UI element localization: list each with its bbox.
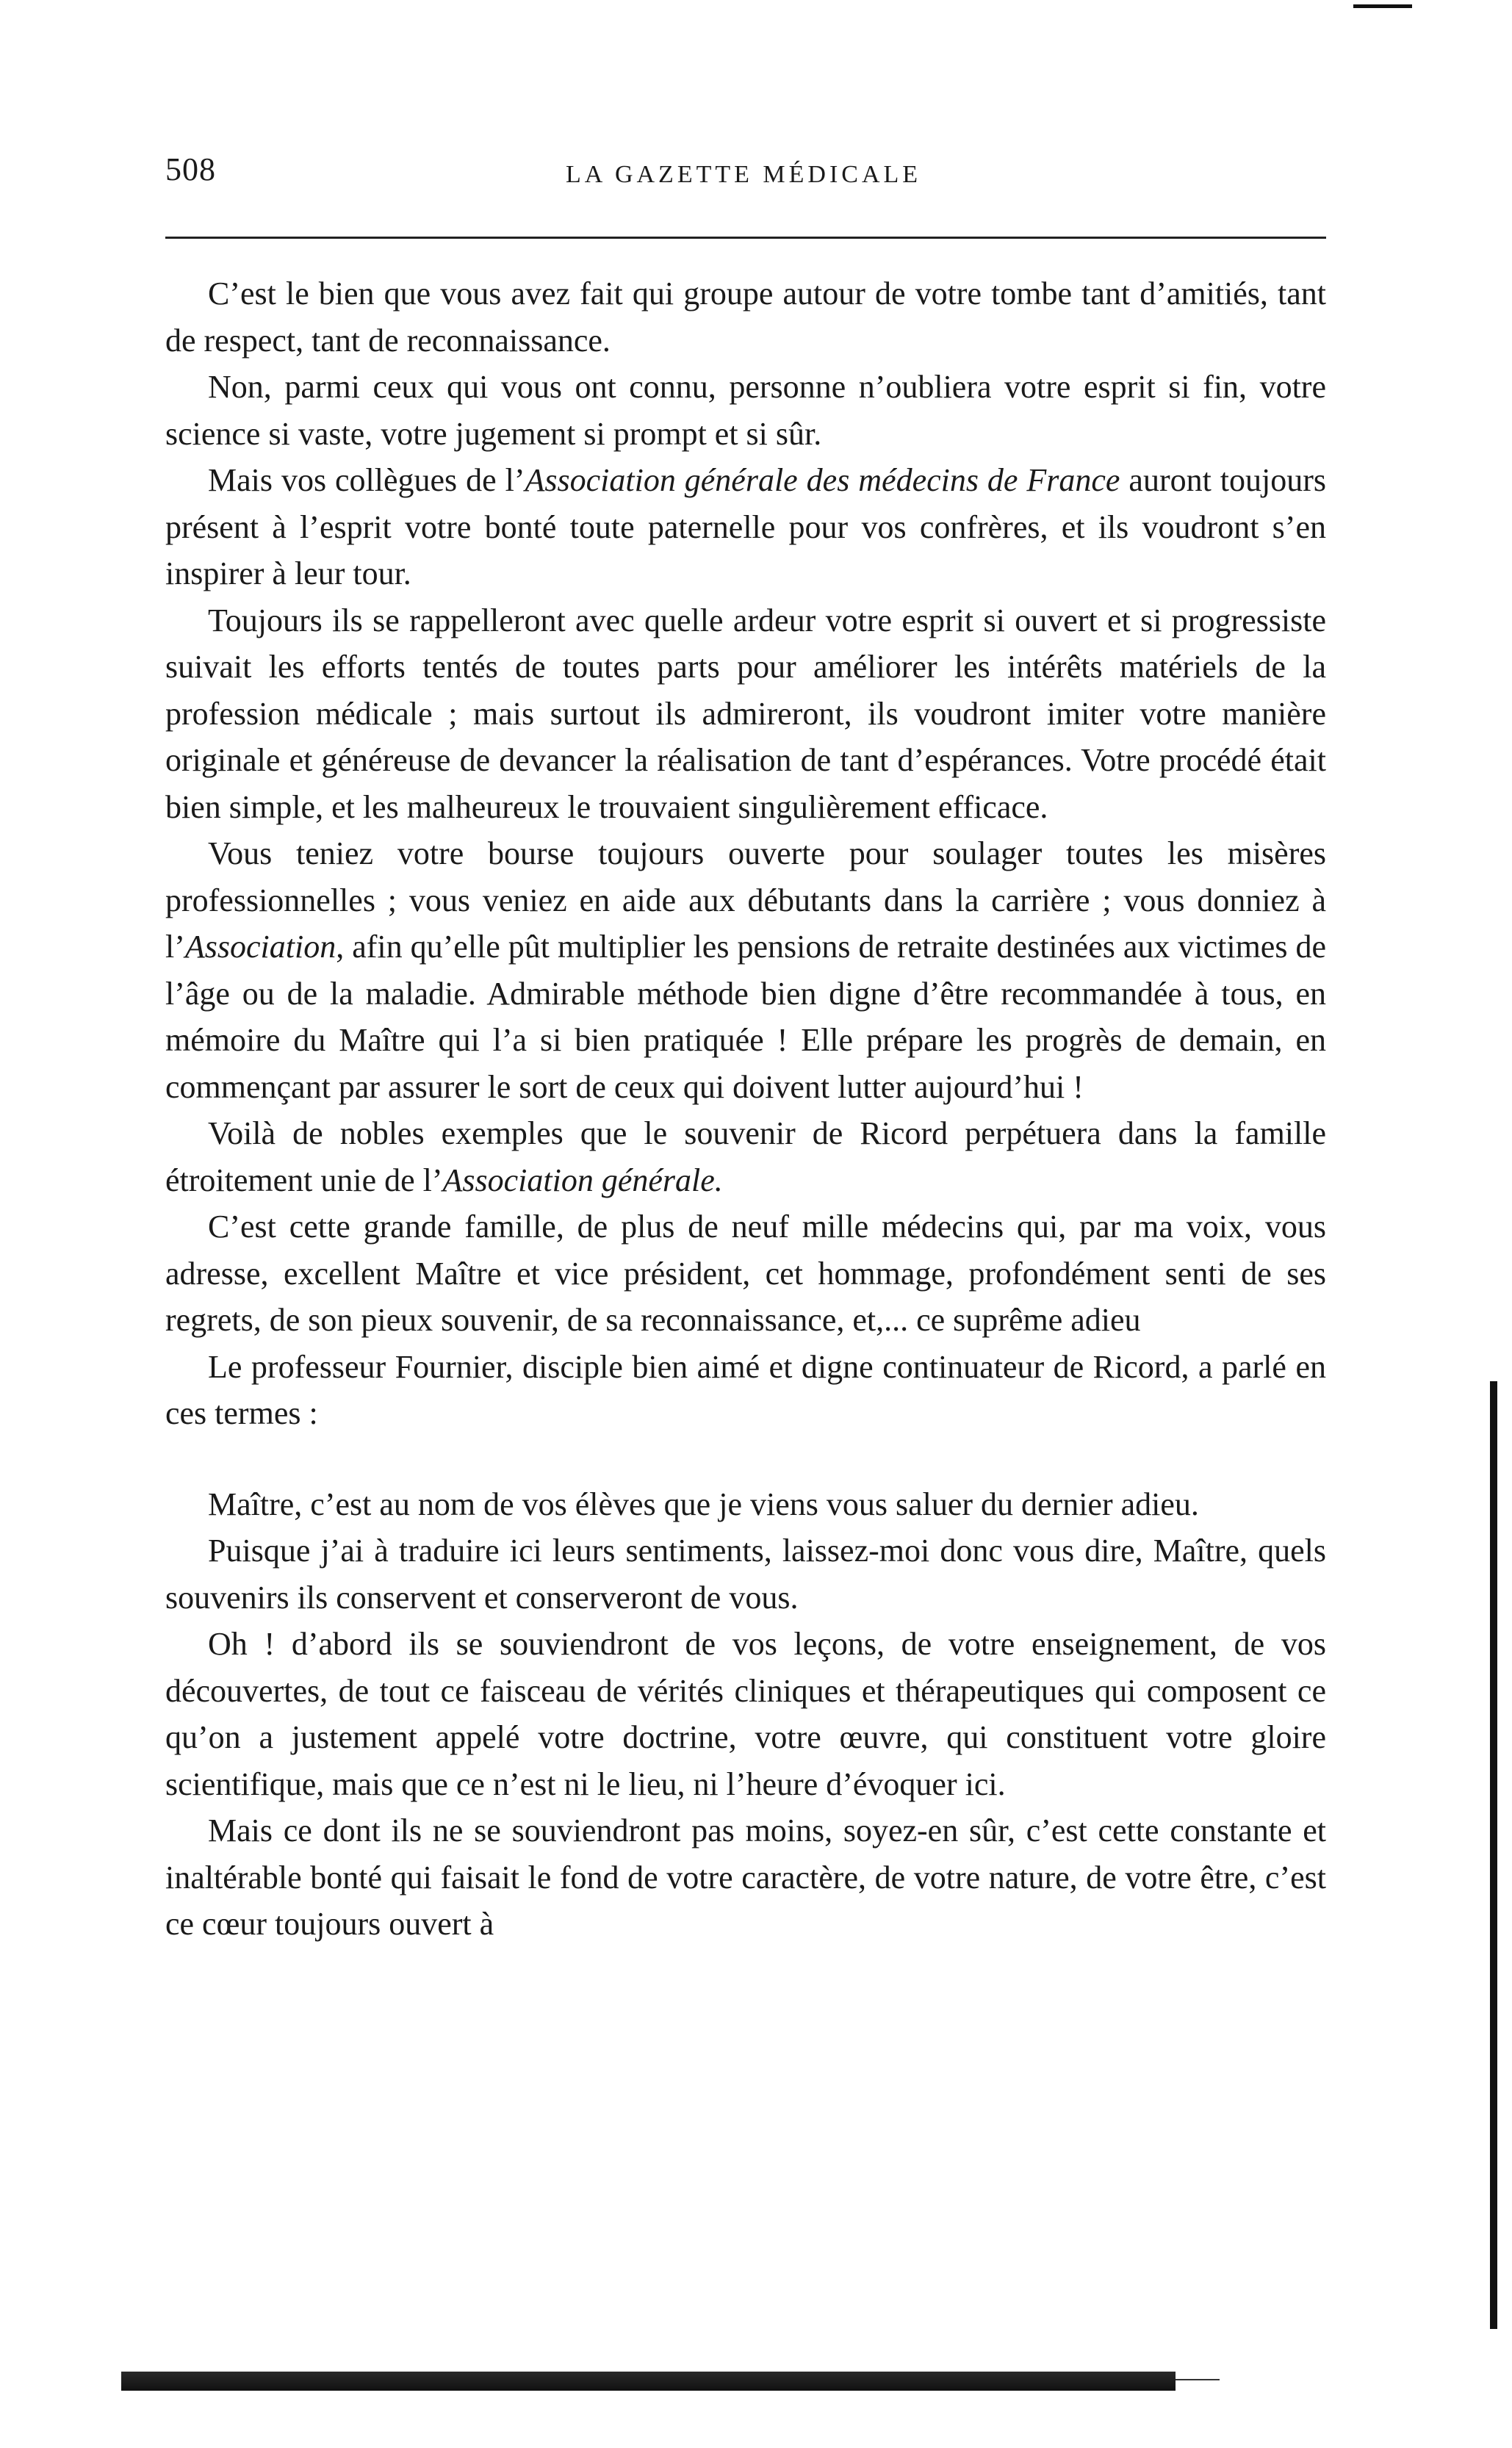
paragraph bbox=[165, 597, 1326, 831]
italic-text: Association générale des médecins de France bbox=[525, 462, 1120, 498]
paragraph-text: C’est le bien que vous avez fait qui groupe autour de votre tombe tant d’amitiés, tant de respect, tant de reconnaissance. bbox=[165, 276, 1326, 359]
scan-mark bbox=[1353, 4, 1412, 8]
paragraph-text: Non, parmi ceux qui vous ont connu, personne n’oubliera votre esprit si fin, votre science si vaste, votre jugement si prompt et si sûr. bbox=[165, 369, 1326, 452]
paragraph bbox=[165, 1344, 1326, 1437]
paragraph bbox=[165, 270, 1326, 364]
paragraph bbox=[165, 1621, 1326, 1807]
paragraph-text: Toujours ils se rappelleront avec quelle ardeur votre esprit si ouvert et si progressiste suivait les efforts tentés de toutes parts pour améliorer les intérêts matériels de la profession médicale ; mais surtout ils admireront, ils voudront imiter votre manière originale et généreuse de devancer la réalisation de tant d’espérances. Votre procédé était bien simple, et les malheureux le trouvaient singulièrement efficace. bbox=[165, 602, 1326, 825]
italic-text: Association bbox=[184, 929, 336, 965]
paragraph-text: auront toujours présent à l’esprit votre bonté toute paternelle pour vos confrères, et ils voudront s’en inspirer à leur tour. bbox=[165, 462, 1326, 591]
paragraph-text: Vous teniez votre bourse toujours ouverte pour soulager toutes les misères professionnelles ; vous veniez en aide aux débutants dans la carrière ; vous donniez à l’ bbox=[165, 835, 1326, 965]
italic-text: Association générale. bbox=[442, 1162, 723, 1198]
running-head: LA GAZETTE MÉDICALE bbox=[566, 161, 922, 188]
scan-bottom-bar bbox=[121, 2372, 1176, 2391]
paragraph-text: Maître, c’est au nom de vos élèves que je viens vous saluer du dernier adieu. bbox=[208, 1486, 1199, 1522]
page-number: 508 bbox=[165, 151, 216, 187]
paragraph-text: Puisque j’ai à traduire ici leurs sentiments, laissez-moi donc vous dire, Maître, quels souvenirs ils conservent et conserveront de vous. bbox=[165, 1533, 1326, 1616]
scan-right-edge bbox=[1490, 1381, 1497, 2329]
paragraph bbox=[165, 1203, 1326, 1344]
paragraph-text: Voilà de nobles exemples que le souvenir de Ricord perpétuera dans la famille étroitement unie de l’ bbox=[165, 1115, 1326, 1198]
paragraph-text: Oh ! d’abord ils se souviendront de vos leçons, de votre enseignement, de vos découvertes, de tout ce faisceau de vérités cliniques et thérapeutiques qui composent ce qu’on a justement appelé votre doctrine, votre œuvre, qui constituent votre gloire scientifique, mais que ce n’est ni le lieu, ni l’heure d’évoquer ici. bbox=[165, 1626, 1326, 1802]
paragraph bbox=[165, 1481, 1326, 1528]
paragraph bbox=[165, 830, 1326, 1110]
body-text bbox=[165, 270, 1326, 1948]
scan-bottom-line bbox=[1176, 2379, 1220, 2380]
paragraph-text: Le professeur Fournier, disciple bien aimé et digne continuateur de Ricord, a parlé en ces termes : bbox=[165, 1348, 1326, 1431]
paragraph-text: Mais vos collègues de l’ bbox=[208, 462, 525, 498]
paragraph-text: Mais ce dont ils ne se souviendront pas moins, soyez-en sûr, c’est cette constante et inaltérable bonté qui faisait le fond de votre caractère, de votre nature, de votre être, c’est ce cœur toujours ouvert à bbox=[165, 1812, 1326, 1942]
paragraph bbox=[165, 364, 1326, 457]
paragraph bbox=[165, 1110, 1326, 1203]
paragraph bbox=[165, 1807, 1326, 1948]
page-header bbox=[165, 151, 1326, 202]
paragraph bbox=[165, 1527, 1326, 1621]
paragraph bbox=[165, 457, 1326, 597]
paragraph-text: C’est cette grande famille, de plus de neuf mille médecins qui, par ma voix, vous adresse, excellent Maître et vice président, cet hommage, profondément senti de ses regrets, de son pieux souvenir, de sa reconnaissance, et,... ce suprême adieu bbox=[165, 1209, 1326, 1338]
header-rule bbox=[165, 237, 1326, 239]
paragraph-text: , afin qu’elle pût multiplier les pensions de retraite destinées aux victimes de l’âge ou de la maladie. Admirable méthode bien digne d’être recommandée à tous, en mémoire du Maître qui l’a si bien pratiquée ! Elle prépare les progrès de demain, en commençant par assurer le sort de ceux qui doivent lutter aujourd’hui ! bbox=[165, 929, 1326, 1105]
